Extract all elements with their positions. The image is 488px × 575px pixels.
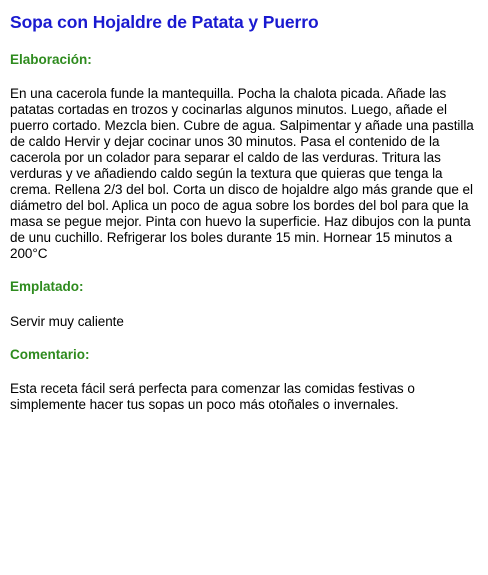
emplatado-heading: Emplatado: <box>10 279 84 294</box>
page-title: Sopa con Hojaldre de Patata y Puerro <box>10 12 319 32</box>
emplatado-text: Servir muy caliente <box>10 314 124 329</box>
comentario-text: Esta receta fácil será perfecta para comenzar las comidas festivas o simplemente hacer tus sopas un poco más otoñales o invernales. <box>10 381 415 412</box>
comentario-heading: Comentario: <box>10 347 90 362</box>
elaboracion-heading: Elaboración: <box>10 52 92 67</box>
elaboracion-text: En una cacerola funde la mantequilla. Pocha la chalota picada. Añade las patatas cortadas en trozos y cocinarlas algunos minutos. Luego, añade el puerro cortado. Mezcla bien. Cubre de agua. Salpimentar y añade una pastilla de caldo Hervir y dejar cocinar unos 30 minutos. Pasa el contenido de la cacerola por un colador para separar el caldo de las verduras. Tritura las verduras y ve añadiendo caldo según la textura que quieras que tenga la crema. Rellena 2/3 del bol. Corta un disco de hojaldre algo más grande que el diámetro del bol. Aplica un poco de agua sobre los bordes del bol para que la masa se pegue mejor. Pinta con huevo la superficie. Haz dibujos con la punta de unu cuchillo. Refrigerar los boles durante 15 min. Hornear 15 minutos a 200°C <box>10 86 474 261</box>
